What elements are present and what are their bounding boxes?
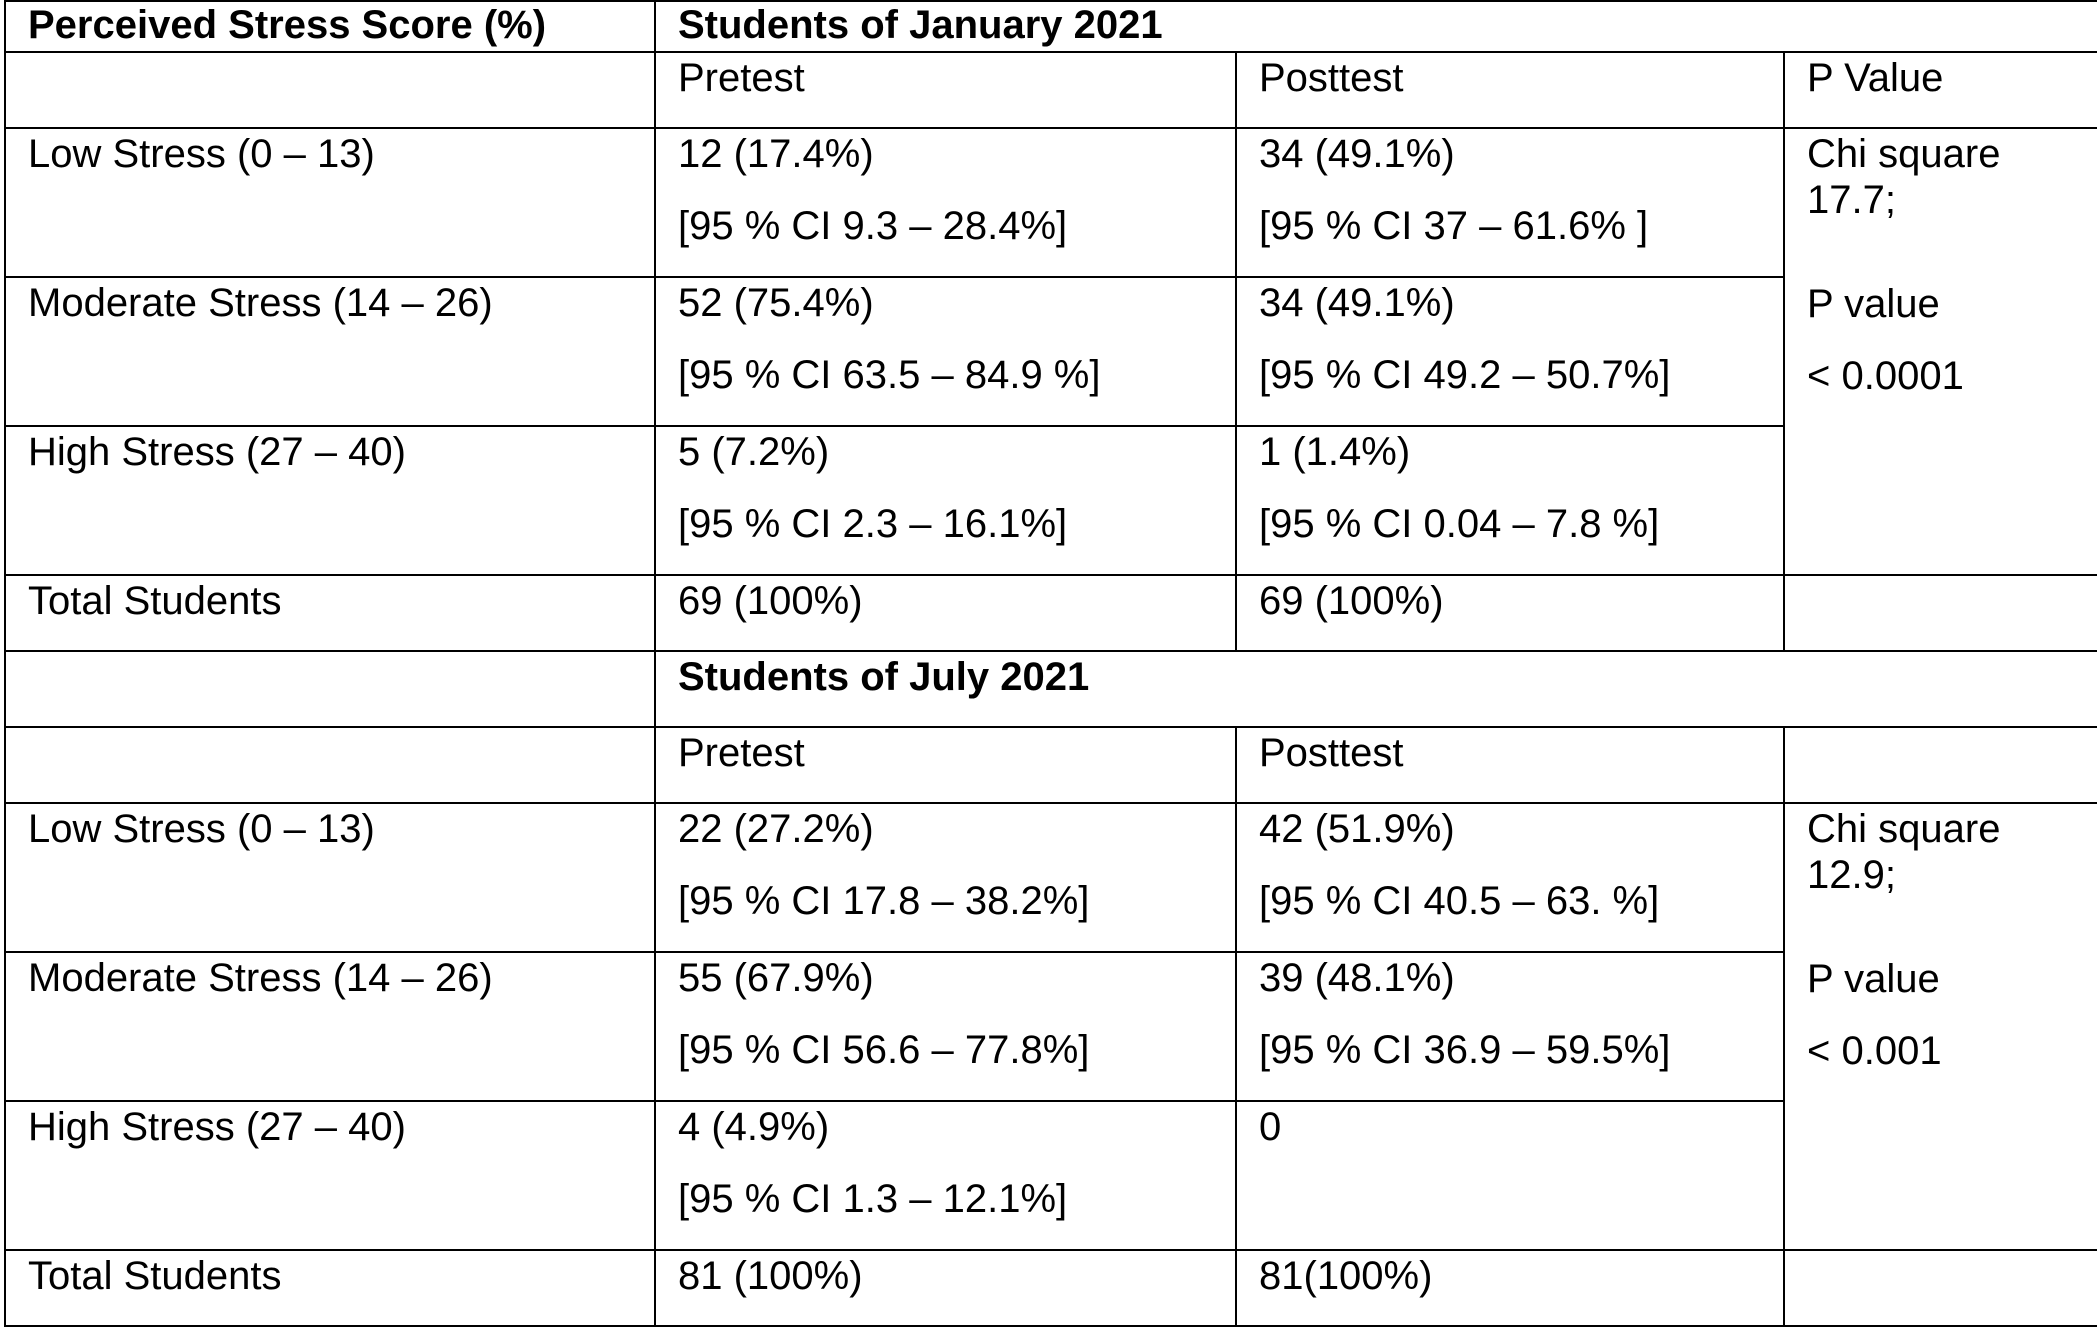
stats-cell — [1784, 803, 2097, 1250]
group-title-july: Students of July 2021 — [655, 651, 2097, 727]
table-row — [5, 128, 2097, 277]
header-first-col: Perceived Stress Score (%) — [5, 1, 655, 52]
p-value-label: P value — [1807, 957, 1940, 1001]
pretest-value: 5 (7.2%) — [678, 430, 830, 474]
table-row — [5, 277, 2097, 426]
total-pretest: 81 (100%) — [655, 1250, 1236, 1326]
row-label: Moderate Stress (14 – 26) — [5, 277, 655, 426]
total-row-july — [5, 1250, 2097, 1326]
p-value-label: P value — [1807, 282, 1940, 326]
row-label: High Stress (27 – 40) — [5, 1101, 655, 1250]
subheader-pretest: Pretest — [655, 727, 1236, 803]
table-row — [5, 1101, 2097, 1250]
subheader-empty — [5, 52, 655, 128]
subheader-empty — [5, 727, 655, 803]
stats-cell — [1784, 128, 2097, 575]
table-row — [5, 952, 2097, 1101]
subheader-row-january — [5, 52, 2097, 128]
posttest-ci — [1259, 1176, 1783, 1248]
pretest-ci: [95 % CI 56.6 – 77.8%] — [678, 1028, 1090, 1072]
subheader-row-july — [5, 727, 2097, 803]
subheader-pretest: Pretest — [655, 52, 1236, 128]
pretest-ci: [95 % CI 17.8 – 38.2%] — [678, 879, 1090, 923]
pretest-cell — [655, 426, 1236, 575]
posttest-cell — [1236, 277, 1784, 426]
total-pretest: 69 (100%) — [655, 575, 1236, 651]
stress-score-table — [4, 0, 2097, 1327]
posttest-value: 39 (48.1%) — [1259, 956, 1455, 1000]
group-title-empty — [5, 651, 655, 727]
posttest-value: 34 (49.1%) — [1259, 132, 1455, 176]
subheader-posttest: Posttest — [1236, 52, 1784, 128]
pretest-cell — [655, 1101, 1236, 1250]
table-header-row — [5, 1, 2097, 52]
total-pvalue-empty — [1784, 575, 2097, 651]
posttest-cell — [1236, 426, 1784, 575]
posttest-ci: [95 % CI 36.9 – 59.5%] — [1259, 1028, 1671, 1072]
chi-square-value: 17.7; — [1807, 178, 1896, 222]
posttest-ci: [95 % CI 0.04 – 7.8 %] — [1259, 502, 1660, 546]
total-label: Total Students — [5, 575, 655, 651]
subheader-pvalue — [1784, 727, 2097, 803]
pretest-value: 52 (75.4%) — [678, 281, 874, 325]
chi-square-value: 12.9; — [1807, 853, 1896, 897]
chi-square-label: Chi square — [1807, 132, 2001, 176]
pretest-cell — [655, 128, 1236, 277]
pretest-cell — [655, 803, 1236, 952]
pretest-value: 4 (4.9%) — [678, 1105, 830, 1149]
p-value: < 0.001 — [1807, 1029, 1942, 1073]
pretest-ci: [95 % CI 63.5 – 84.9 %] — [678, 353, 1101, 397]
row-label: Moderate Stress (14 – 26) — [5, 952, 655, 1101]
pretest-cell — [655, 952, 1236, 1101]
posttest-value: 1 (1.4%) — [1259, 430, 1411, 474]
chi-square-label: Chi square — [1807, 807, 2001, 851]
total-posttest: 69 (100%) — [1236, 575, 1784, 651]
p-value: < 0.0001 — [1807, 354, 1964, 398]
pretest-cell — [655, 277, 1236, 426]
posttest-ci: [95 % CI 49.2 – 50.7%] — [1259, 353, 1671, 397]
posttest-cell — [1236, 952, 1784, 1101]
total-row-january — [5, 575, 2097, 651]
group-title-row-july — [5, 651, 2097, 727]
pretest-ci: [95 % CI 1.3 – 12.1%] — [678, 1177, 1068, 1221]
group-title-january: Students of January 2021 — [655, 1, 2097, 52]
posttest-value: 42 (51.9%) — [1259, 807, 1455, 851]
row-label: Low Stress (0 – 13) — [5, 803, 655, 952]
posttest-cell — [1236, 1101, 1784, 1250]
posttest-value: 34 (49.1%) — [1259, 281, 1455, 325]
posttest-ci: [95 % CI 40.5 – 63. %] — [1259, 879, 1660, 923]
table-row — [5, 426, 2097, 575]
posttest-value: 0 — [1259, 1105, 1282, 1149]
total-pvalue-empty — [1784, 1250, 2097, 1326]
subheader-pvalue: P Value — [1784, 52, 2097, 128]
pretest-value: 12 (17.4%) — [678, 132, 874, 176]
pretest-ci: [95 % CI 9.3 – 28.4%] — [678, 204, 1068, 248]
subheader-posttest: Posttest — [1236, 727, 1784, 803]
total-label: Total Students — [5, 1250, 655, 1326]
posttest-cell — [1236, 803, 1784, 952]
pretest-ci: [95 % CI 2.3 – 16.1%] — [678, 502, 1068, 546]
posttest-ci: [95 % CI 37 – 61.6% ] — [1259, 204, 1649, 248]
row-label: Low Stress (0 – 13) — [5, 128, 655, 277]
posttest-cell — [1236, 128, 1784, 277]
pretest-value: 22 (27.2%) — [678, 807, 874, 851]
pretest-value: 55 (67.9%) — [678, 956, 874, 1000]
row-label: High Stress (27 – 40) — [5, 426, 655, 575]
table-row — [5, 803, 2097, 952]
total-posttest: 81(100%) — [1236, 1250, 1784, 1326]
